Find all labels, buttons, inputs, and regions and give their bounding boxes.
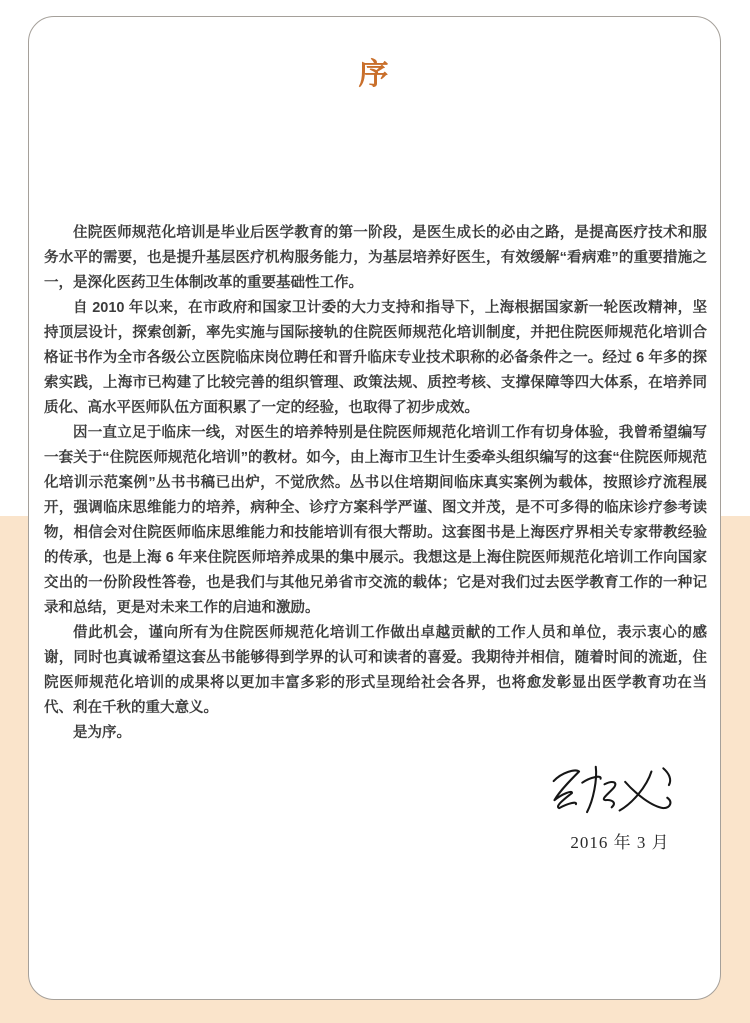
preface-body	[44, 221, 707, 746]
preface-paragraph-2: 自 2010 年以来，在市政府和国家卫计委的大力支持和指导下，上海根据国家新一轮医改精神，坚持顶层设计，探索创新，率先实施与国际接轨的住院医师规范化培训制度，并把住院医师规范化培训合格证书作为全市各级公立医院临床岗位聘任和晋升临床专业技术职称的必备条件之一。经过 6 年多的探索实践，上海市已构建了比较完善的组织管理、政策法规、质控考核、支撑保障等四大体系，在培养同质化、高水平医师队伍方面积累了一定的经验，也取得了初步成效。	[44, 300, 707, 416]
preface-card	[28, 16, 721, 1000]
signature-date: 2016 年 3 月	[570, 833, 670, 852]
preface-paragraph-1: 住院医师规范化培训是毕业后医学教育的第一阶段，是医生成长的必由之路，是提高医疗技术和服务水平的需要，也是提升基层医疗机构服务能力，为基层培养好医生，有效缓解“看病难”的重要措施之一，是深化医药卫生体制改革的重要基础性工作。	[44, 225, 707, 291]
preface-paragraph-3: 因一直立足于临床一线，对医生的培养特别是住院医师规范化培训工作有切身体验，我曾希望编写一套关于“住院医师规范化培训”的教材。如今，由上海市卫生计生委牵头组织编写的这套“住院医师规范化培训示范案例”丛书书稿已出炉，不觉欣然。丛书以住培期间临床真实案例为载体，按照诊疗流程展开，强调临床思维能力的培养，病种全、诊疗方案科学严谨、图文并茂，是不可多得的临床诊疗参考读物，相信会对住院医师临床思维能力和技能培训有很大帮助。这套图书是上海医疗界相关专家带教经验的传承，也是上海 6 年来住院医师培养成果的集中展示。我想这是上海住院医师规范化培训工作向国家交出的一份阶段性答卷，也是我们与其他兄弟省市交流的载体；它是对我们过去医学教育工作的一种记录和总结，更是对未来工作的启迪和激励。	[44, 425, 707, 616]
handwritten-signature	[532, 762, 712, 824]
signature-block	[29, 762, 714, 853]
signature-name	[713, 762, 714, 763]
preface-closing-line: 是为序。	[73, 725, 131, 741]
preface-title: 序	[358, 58, 391, 91]
preface-paragraph-4: 借此机会，谨向所有为住院医师规范化培训工作做出卓越贡献的工作人员和单位，表示衷心的感谢，同时也真诚希望这套丛书能够得到学界的认可和读者的喜爱。我期待并相信，随着时间的流逝，住院医师规范化培训的成果将以更加丰富多彩的形式呈现给社会各界，也将愈发彰显出医学教育功在当代、利在千秋的重大意义。	[44, 625, 707, 716]
